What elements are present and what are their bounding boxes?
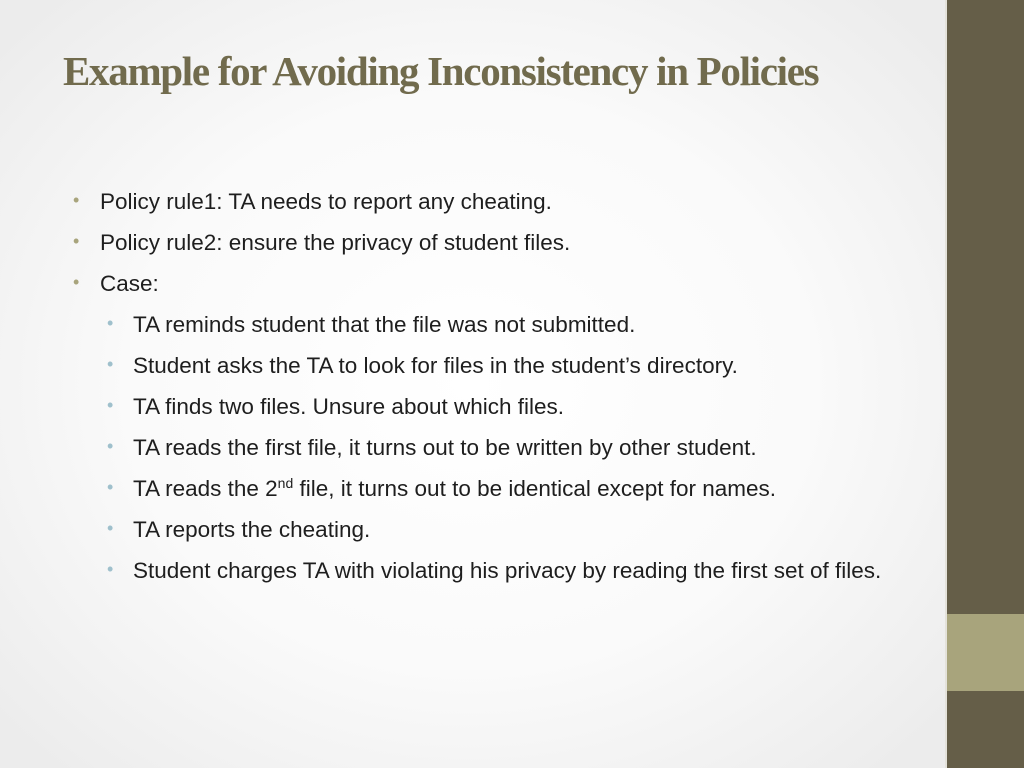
bullet-policy-rule1: • Policy rule1: TA needs to report any cheating.	[100, 185, 900, 218]
sidebar-accent-block	[947, 614, 1024, 691]
sub-bullet-reports: • TA reports the cheating.	[133, 513, 900, 546]
bullet-case-label: • Case:	[100, 267, 900, 300]
reads-second-text-before: TA reads the 2	[133, 476, 278, 501]
reads-second-text-after: file, it turns out to be identical except for names.	[293, 476, 777, 501]
sub-bullet-charges: • Student charges TA with violating his privacy by reading the first set of files.	[133, 554, 900, 587]
ordinal-superscript: nd	[277, 475, 294, 491]
sub-bullet-reminds: • TA reminds student that the file was not submitted.	[133, 308, 900, 341]
sub-bullet-finds: • TA finds two files. Unsure about which files.	[133, 390, 900, 423]
sub-bullet-reads-second	[133, 472, 900, 505]
sub-bullet-reads-first: • TA reads the first file, it turns out to be written by other student.	[133, 431, 900, 464]
bullet-list	[100, 185, 900, 595]
slide-title: Example for Avoiding Inconsistency in Policies	[63, 48, 819, 94]
bullet-policy-rule2: • Policy rule2: ensure the privacy of student files.	[100, 226, 900, 259]
sub-bullet-asks: • Student asks the TA to look for files in the student’s directory.	[133, 349, 900, 382]
